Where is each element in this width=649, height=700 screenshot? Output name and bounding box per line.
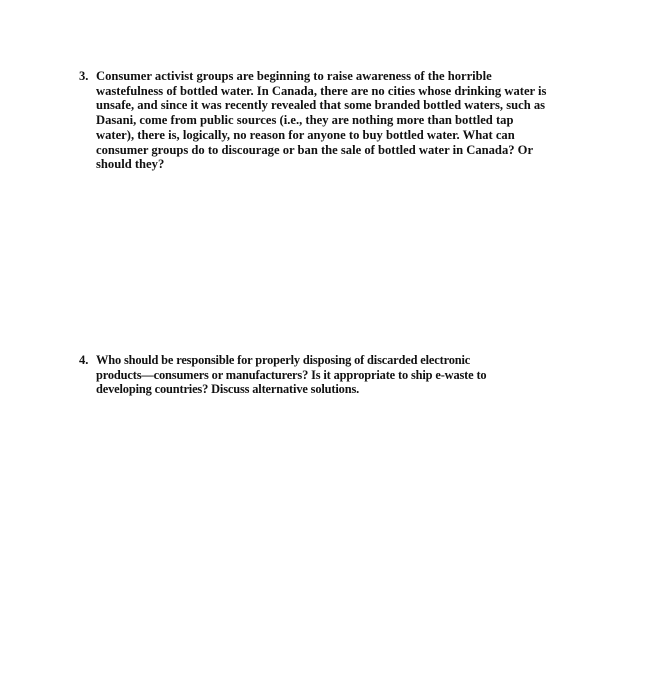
- question-line: water), there is, logically, no reason for anyone to buy bottled water. What can: [96, 127, 515, 142]
- question-line: developing countries? Discuss alternative solutions.: [96, 382, 360, 397]
- question-4: [79, 353, 599, 397]
- question-line: Who should be responsible for properly disposing of discarded electronic: [96, 353, 471, 367]
- question-line: consumer groups do to discourage or ban the sale of bottled water in Canada? Or: [96, 142, 534, 157]
- question-3: [79, 69, 599, 172]
- question-line: Consumer activist groups are beginning to raise awareness of the horrible: [96, 69, 492, 83]
- question-line: should they?: [96, 157, 165, 172]
- question-text: [96, 69, 599, 172]
- question-line: products—consumers or manufacturers? Is it appropriate to ship e-waste to: [96, 367, 487, 382]
- question-line: wastefulness of bottled water. In Canada, there are no cities whose drinking water is: [96, 83, 547, 98]
- question-line: Dasani, come from public sources (i.e., they are nothing more than bottled tap: [96, 113, 514, 128]
- question-text: [96, 353, 599, 397]
- question-number: 4.: [79, 353, 89, 367]
- question-number: 3.: [79, 69, 89, 83]
- question-line: unsafe, and since it was recently revealed that some branded bottled waters, such as: [96, 98, 546, 113]
